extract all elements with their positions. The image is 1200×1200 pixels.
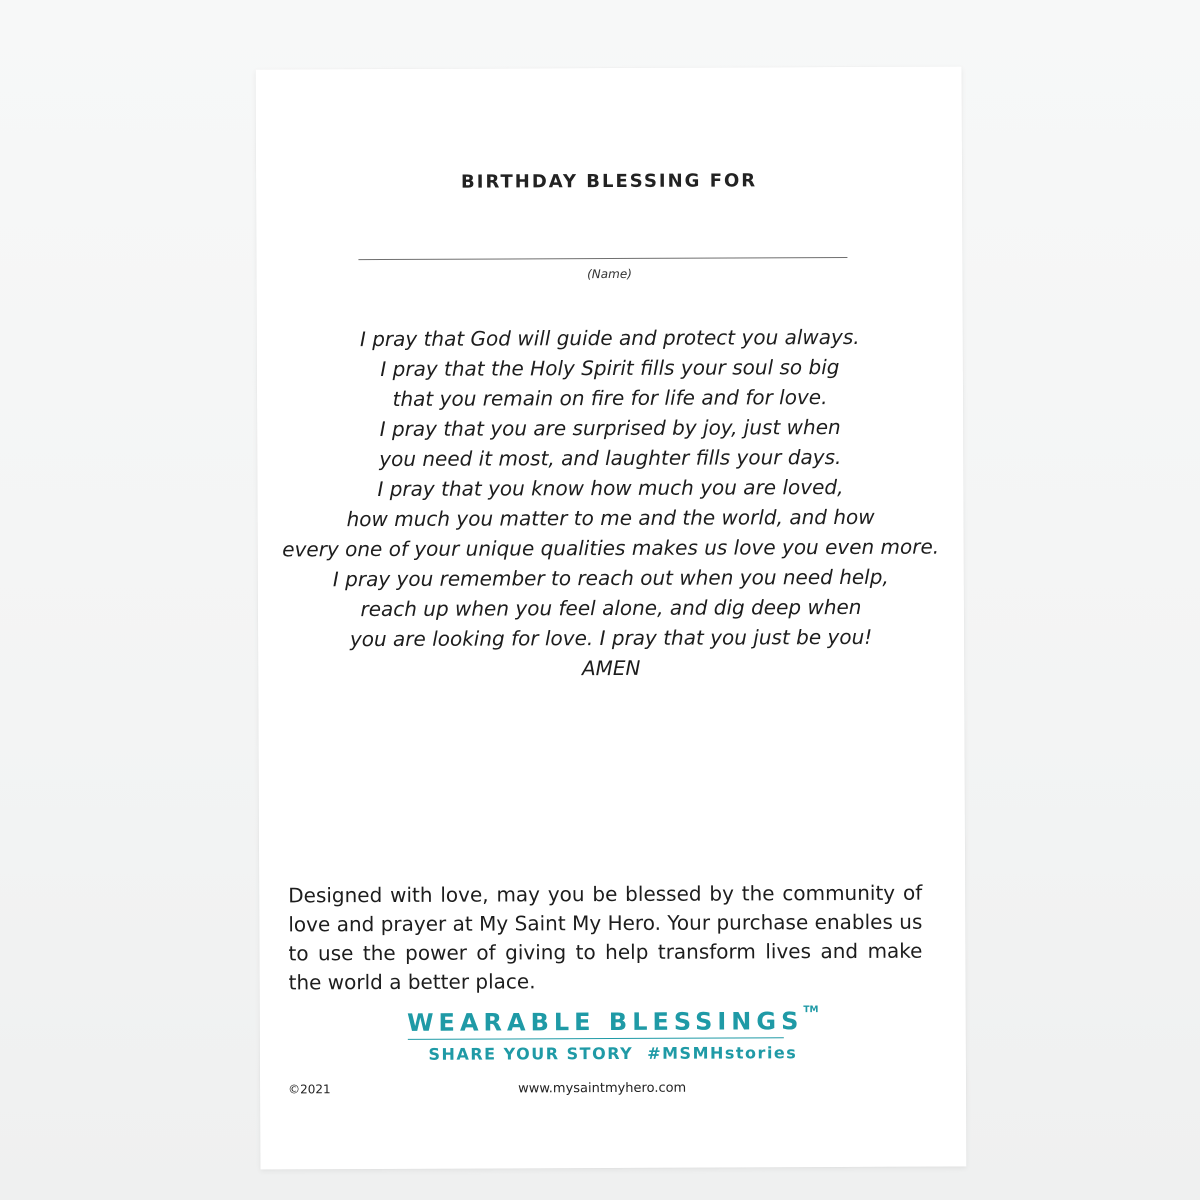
prayer-line: you need it most, and laughter fills your days.	[379, 444, 842, 472]
prayer-line: I pray that the Holy Spirit fills your soul so big	[380, 355, 840, 382]
prayer-amen: AMEN	[581, 655, 641, 681]
prayer-line: reach up when you feel alone, and dig deep when	[360, 594, 862, 622]
prayer-line: I pray that you know how much you are loved,	[377, 474, 844, 502]
brand-logo	[260, 1006, 966, 1037]
blessing-card	[256, 66, 967, 1169]
brand-underline	[408, 1037, 784, 1040]
prayer-line: you are looking for love. I pray that you just be you!	[349, 624, 873, 652]
tagline-hashtag: #MSMHstories	[647, 1043, 798, 1063]
prayer-line: that you remain on fire for life and for love.	[392, 385, 828, 411]
prayer-line: I pray you remember to reach out when you need help,	[332, 564, 889, 592]
prayer-line: I pray that you are surprised by joy, just when	[379, 414, 841, 442]
footer-description: Designed with love, may you be blessed by the community of love and prayer at My Saint My Hero. Your purchase enables us to use the power of giving to help transform lives and make the world a better place.	[288, 880, 923, 995]
brand-name: WEARABLE BLESSINGS	[406, 1007, 804, 1037]
tagline-left: SHARE YOUR STORY	[428, 1043, 634, 1064]
card-title: BIRTHDAY BLESSING FOR	[460, 170, 758, 193]
copyright-text: ©2021	[288, 1082, 331, 1097]
prayer-line: I pray that God will guide and protect you always.	[359, 324, 860, 352]
prayer-line: how much you matter to me and the world, and how	[346, 504, 875, 532]
name-caption: (Name)	[587, 266, 632, 282]
brand-tagline	[260, 1042, 966, 1064]
prayer-text	[257, 321, 965, 684]
website-url: www.mysaintmyhero.com	[518, 1080, 687, 1097]
name-blank-line	[358, 257, 847, 260]
trademark-mark: TM	[803, 1005, 819, 1016]
prayer-line: every one of your unique qualities makes us love you even more.	[282, 534, 940, 562]
